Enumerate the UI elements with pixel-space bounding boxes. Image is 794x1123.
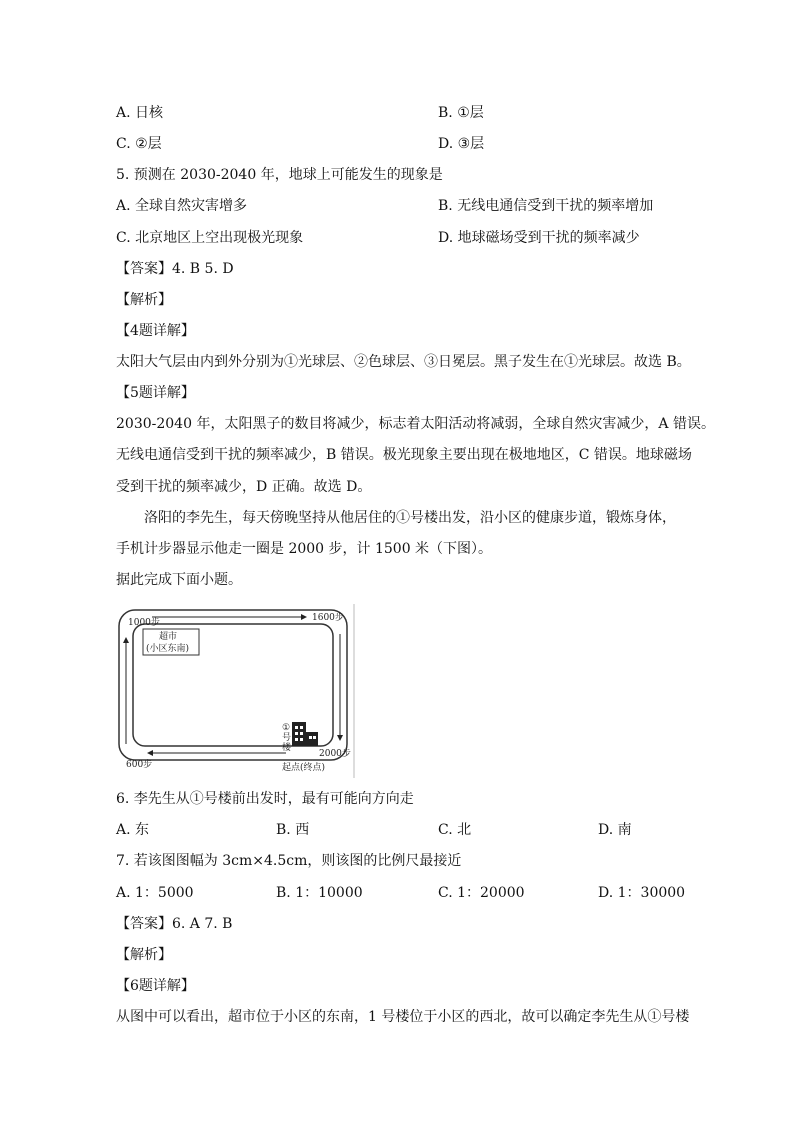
q6-option-d: D. 南 [598,822,632,838]
q4-option-b: B. ①层 [438,105,484,121]
q7-option-d: D. 1：30000 [598,885,686,901]
map-svg [116,604,356,778]
q4-option-d: D. ③层 [438,136,485,152]
intro-line-3: 据此完成下面小题。 [116,572,242,588]
q4-option-a: A. 日核 [116,105,164,121]
building-icon [292,722,318,746]
label-2000-steps: 2000步 [319,749,351,759]
intro-line-1: 洛阳的李先生，每天傍晚坚持从他居住的①号楼出发，沿小区的健康步道，锻炼身体， [144,510,676,526]
q5-option-c: C. 北京地区上空出现极光现象 [116,230,304,246]
intro-line-2: 手机计步器显示他走一圈是 2000 步，计 1500 米（下图）。 [116,541,493,557]
building-label-3: 楼 [282,743,292,753]
q6-stem: 6. 李先生从①号楼前出发时，最有可能向方向走 [116,791,414,807]
q7-option-a: A. 1：5000 [116,885,194,901]
detail-5-line-3: 受到干扰的频率减少，D 正确。故选 D。 [116,479,372,495]
q5-option-d: D. 地球磁场受到干扰的频率减少 [438,230,640,246]
detail-4-text: 太阳大气层由内到外分别为①光球层、②色球层、③日冕层。黑子发生在①光球层。故选 B。 [116,354,691,370]
walking-route-map [116,604,356,778]
detail-5-line-2: 无线电通信受到干扰的频率减少，B 错误。极光现象主要出现在极地地区，C 错误。地球磁场 [116,447,692,463]
answer-4-5: 【答案】4. B 5. D [116,261,234,277]
analysis-heading-2: 【解析】 [116,947,172,963]
q6-option-b: B. 西 [276,822,310,838]
q7-option-b: B. 1：10000 [276,885,363,901]
q5-stem: 5. 预测在 2030-2040 年，地球上可能发生的现象是 [116,167,443,183]
q6-option-a: A. 东 [116,822,150,838]
supermarket-label: 超市 [159,632,178,642]
detail-6-text: 从图中可以看出，超市位于小区的东南，1 号楼位于小区的西北，故可以确定李先生从①号楼 [116,1009,690,1025]
start-end-label: 起点(终点) [282,763,326,773]
answer-6-7: 【答案】6. A 7. B [116,916,233,932]
detail-5-heading: 【5题详解】 [116,385,195,401]
label-1000-steps: 1000步 [128,618,160,628]
analysis-heading-1: 【解析】 [116,292,172,308]
label-1600-steps: 1600步 [312,613,344,623]
q6-option-c: C. 北 [438,822,472,838]
detail-6-heading: 【6题详解】 [116,978,195,994]
label-600-steps: 600步 [126,760,153,770]
q4-option-c: C. ②层 [116,136,162,152]
detail-4-heading: 【4题详解】 [116,323,195,339]
q5-option-a: A. 全球自然灾害增多 [116,198,248,214]
building-label-2: 号 [282,733,292,743]
q7-stem: 7. 若该图图幅为 3cm×4.5cm，则该图的比例尺最接近 [116,853,462,869]
q7-option-c: C. 1：20000 [438,885,525,901]
q5-option-b: B. 无线电通信受到干扰的频率增加 [438,198,654,214]
supermarket-location: (小区东南) [146,644,190,654]
building-label-1: ① [282,723,291,733]
detail-5-line-1: 2030-2040 年，太阳黑子的数目将减少，标志着太阳活动将减弱，全球自然灾害减少，A 错误。 [116,416,715,432]
